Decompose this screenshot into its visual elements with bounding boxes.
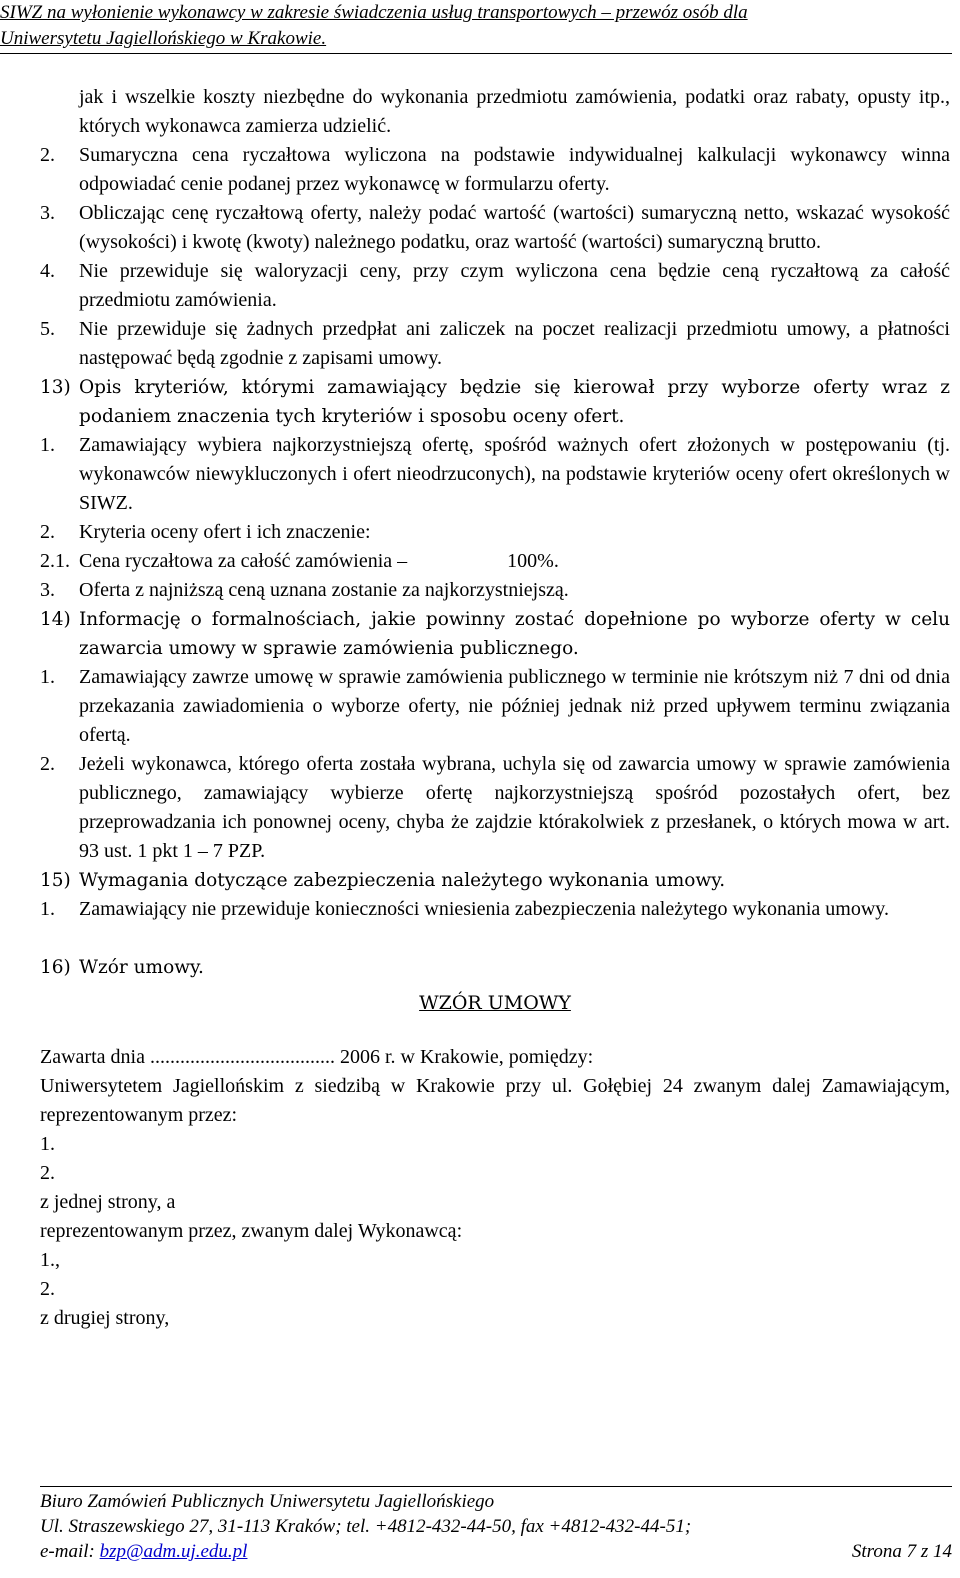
contract-line: z drugiej strony, bbox=[40, 1307, 170, 1329]
header-line-2: Uniwersytetu Jagiellońskiego w Krakowie. bbox=[0, 28, 327, 49]
contract-line: reprezentowanym przez, zwanym dalej Wykonawcą: bbox=[40, 1220, 463, 1242]
email-link[interactable]: bzp@adm.uj.edu.pl bbox=[99, 1541, 248, 1562]
section-heading-16: 16) Wzór umowy. bbox=[40, 957, 204, 978]
section-heading-13: 13) Opis kryteriów, którymi zamawiający będzie się kierował przy wyborze oferty wraz z podaniem znaczenia tych kryteriów i sposobu oceny ofert. bbox=[40, 377, 950, 427]
list-item: 2. Jeżeli wykonawca, którego oferta została wybrana, uchyla się od zawarcia umowy w sprawie zamówienia publicznego, zamawiający wybierze ofertę najkorzystniejszą spośród pozostałych ofert, bez przeprowadzania ich ponownej oceny, chyba że zajdzie którakolwiek z przesłanek, o których mowa w art. 93 ust. 1 pkt 1 – 7 PZP. bbox=[40, 753, 950, 862]
contract-line: 2. bbox=[40, 1162, 55, 1184]
footer-email-label: e-mail: bbox=[40, 1541, 95, 1562]
section-heading-15: 15) Wymagania dotyczące zabezpieczenia należytego wykonania umowy. bbox=[40, 870, 726, 891]
footer-office: Biuro Zamówień Publicznych Uniwersytetu Jagiellońskiego bbox=[40, 1491, 495, 1512]
contract-line: 1., bbox=[40, 1249, 60, 1271]
page-header bbox=[0, 0, 952, 54]
footer-address: Ul. Straszewskiego 27, 31-113 Kraków; tel. +4812-432-44-50, fax +4812-432-44-51; bbox=[40, 1516, 692, 1537]
contract-line: 1. bbox=[40, 1133, 55, 1155]
page-footer bbox=[40, 1486, 952, 1564]
list-item: 3. Obliczając cenę ryczałtową oferty, należy podać wartość (wartości) sumaryczną netto, wskazać wysokość (wysokości) i kwotę (kwoty) należnego podatku, oraz wartość (wartości) sumaryczną brutto. bbox=[40, 202, 950, 253]
list-item: 5. Nie przewiduje się żadnych przedpłat ani zaliczek na poczet realizacji przedmiotu umowy, a płatności następować będą zgodnie z zapisami umowy. bbox=[40, 318, 950, 369]
header-line-1: SIWZ na wyłonienie wykonawcy w zakresie świadczenia usług transportowych – przewóz osób dla bbox=[0, 2, 748, 23]
contract-line: Zawarta dnia ..................................... 2006 r. w Krakowie, pomiędzy: bbox=[40, 1046, 594, 1068]
intro-continuation: jak i wszelkie koszty niezbędne do wykonania przedmiotu zamówienia, podatki oraz rabaty, opusty itp., których wykonawca zamierza udzielić. bbox=[79, 86, 950, 137]
price-criterion: 2.1. Cena ryczałtowa za całość zamówienia – 100%. bbox=[40, 547, 950, 576]
list-item: 4. Nie przewiduje się waloryzacji ceny, przy czym wyliczona cena będzie ceną ryczałtową za całość przedmiotu zamówienia. bbox=[40, 260, 950, 311]
list-item: 3. Oferta z najniższą ceną uznana zostanie za najkorzystniejszą. bbox=[40, 579, 569, 601]
document-body bbox=[40, 83, 950, 1333]
contract-line: z jednej strony, a bbox=[40, 1191, 176, 1213]
list-item: 2. Kryteria oceny ofert i ich znaczenie: bbox=[40, 521, 371, 543]
contract-line: 2. bbox=[40, 1278, 55, 1300]
list-item: 1. Zamawiający nie przewiduje konieczności wniesienia zabezpieczenia należytego wykonania umowy. bbox=[40, 898, 890, 920]
section-heading-14: 14) Informację o formalnościach, jakie powinny zostać dopełnione po wyborze oferty w celu zawarcia umowy w sprawie zamówienia publicznego. bbox=[40, 609, 950, 659]
list-item: 1. Zamawiający zawrze umowę w sprawie zamówienia publicznego w terminie nie krótszym niż 7 dni od dnia przekazania zawiadomienia o wyborze oferty, nie później jednak niż przed upływem terminu związania ofertą. bbox=[40, 666, 950, 746]
page-number: Strona 7 z 14 bbox=[851, 1541, 952, 1562]
contract-title: WZÓR UMOWY bbox=[419, 992, 571, 1014]
contract-line: Uniwersytetem Jagiellońskim z siedzibą w Krakowie przy ul. Gołębiej 24 zwanym dalej Zamawiającym, reprezentowanym przez: bbox=[40, 1075, 950, 1126]
list-item: 2. Sumaryczna cena ryczałtowa wyliczona na podstawie indywidualnej kalkulacji wykonawcy winna odpowiadać cenie podanej przez wykonawcę w formularzu oferty. bbox=[40, 144, 950, 195]
list-item: 1. Zamawiający wybiera najkorzystniejszą ofertę, spośród ważnych ofert złożonych w postępowaniu (tj. wykonawców niewykluczonych i ofert nieodrzuconych), na podstawie kryteriów oceny ofert określonych w SIWZ. bbox=[40, 434, 950, 514]
criterion-weight: 100%. bbox=[507, 550, 559, 572]
